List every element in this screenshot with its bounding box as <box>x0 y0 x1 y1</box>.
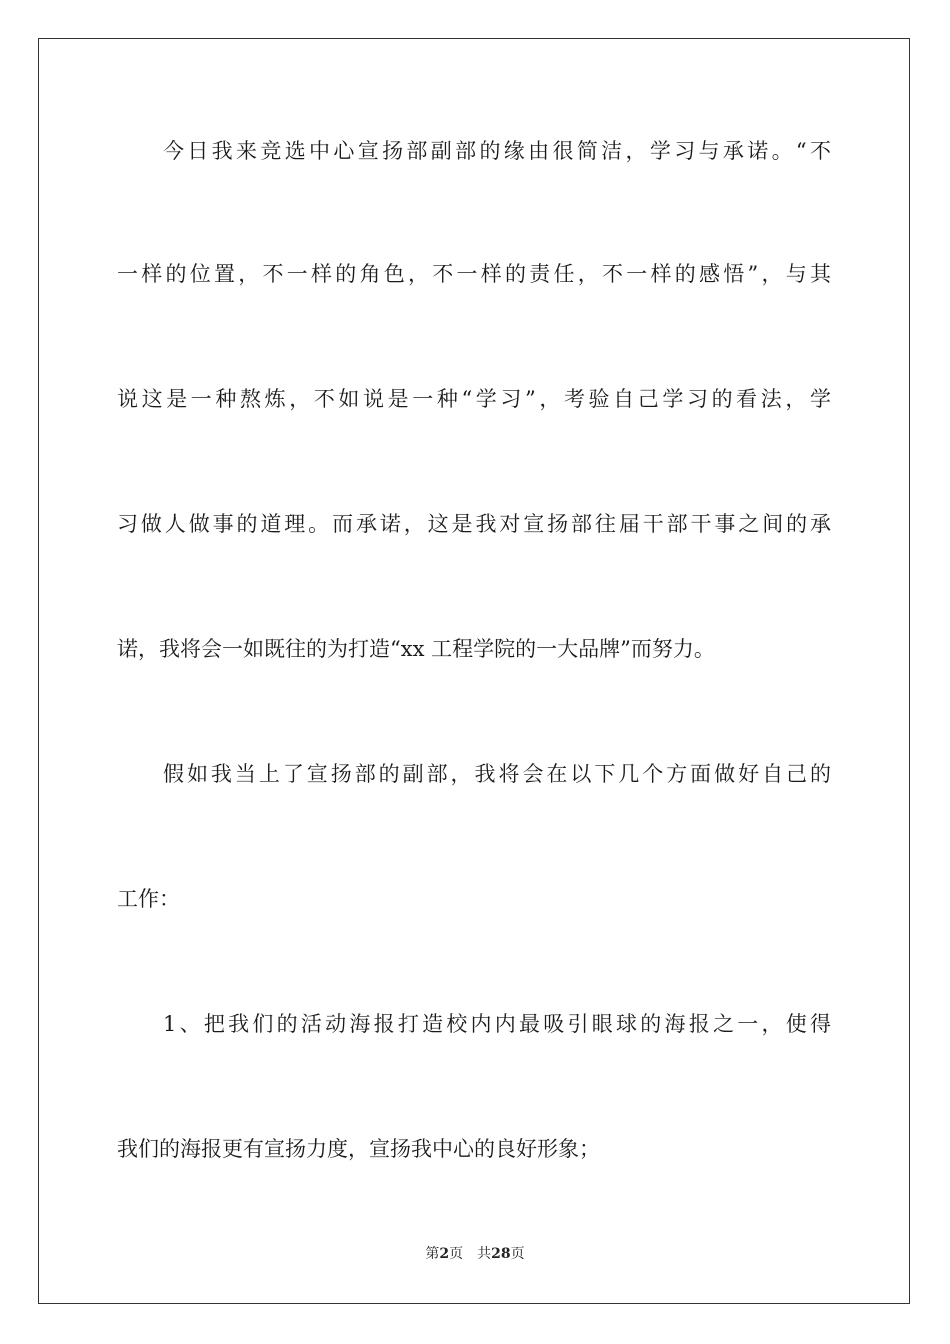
paragraph-1-line-1: 今日我来竞选中心宣扬部副部的缘由很简洁，学习与承诺。“不 <box>163 139 831 163</box>
paragraph-2-line-1: 假如我当上了宣扬部的副部，我将会在以下几个方面做好自己的 <box>163 762 831 786</box>
page-border <box>38 38 910 1304</box>
total-suffix: 页 <box>510 1246 525 1262</box>
total-prefix: 共 <box>477 1246 492 1262</box>
total-page-count: 28 <box>491 1246 511 1262</box>
paragraph-1-line-2: 一样的位置，不一样的角色，不一样的责任，不一样的感悟”，与其 <box>117 262 831 286</box>
list-item-1-line-2: 我们的海报更有宣扬力度，宣扬我中心的良好形象； <box>117 1137 600 1161</box>
list-item-1-line-1: 1、把我们的活动海报打造校内内最吸引眼球的海报之一，使得 <box>163 1012 831 1036</box>
page-prefix: 第 <box>425 1246 440 1262</box>
paragraph-1-line-5: 诺，我将会一如既往的为打造“xx 工程学院的一大品牌”而努力。 <box>117 637 715 661</box>
page-footer <box>0 1244 950 1264</box>
current-page-number: 2 <box>439 1246 450 1262</box>
page-suffix: 页 <box>449 1246 464 1262</box>
paragraph-1-line-4: 习做人做事的道理。而承诺，这是我对宣扬部往届干部干事之间的承 <box>117 512 831 536</box>
paragraph-1-line-3: 说这是一种熬炼，不如说是一种“学习”，考验自己学习的看法，学 <box>117 387 831 411</box>
paragraph-2-line-2: 工作： <box>117 887 180 911</box>
